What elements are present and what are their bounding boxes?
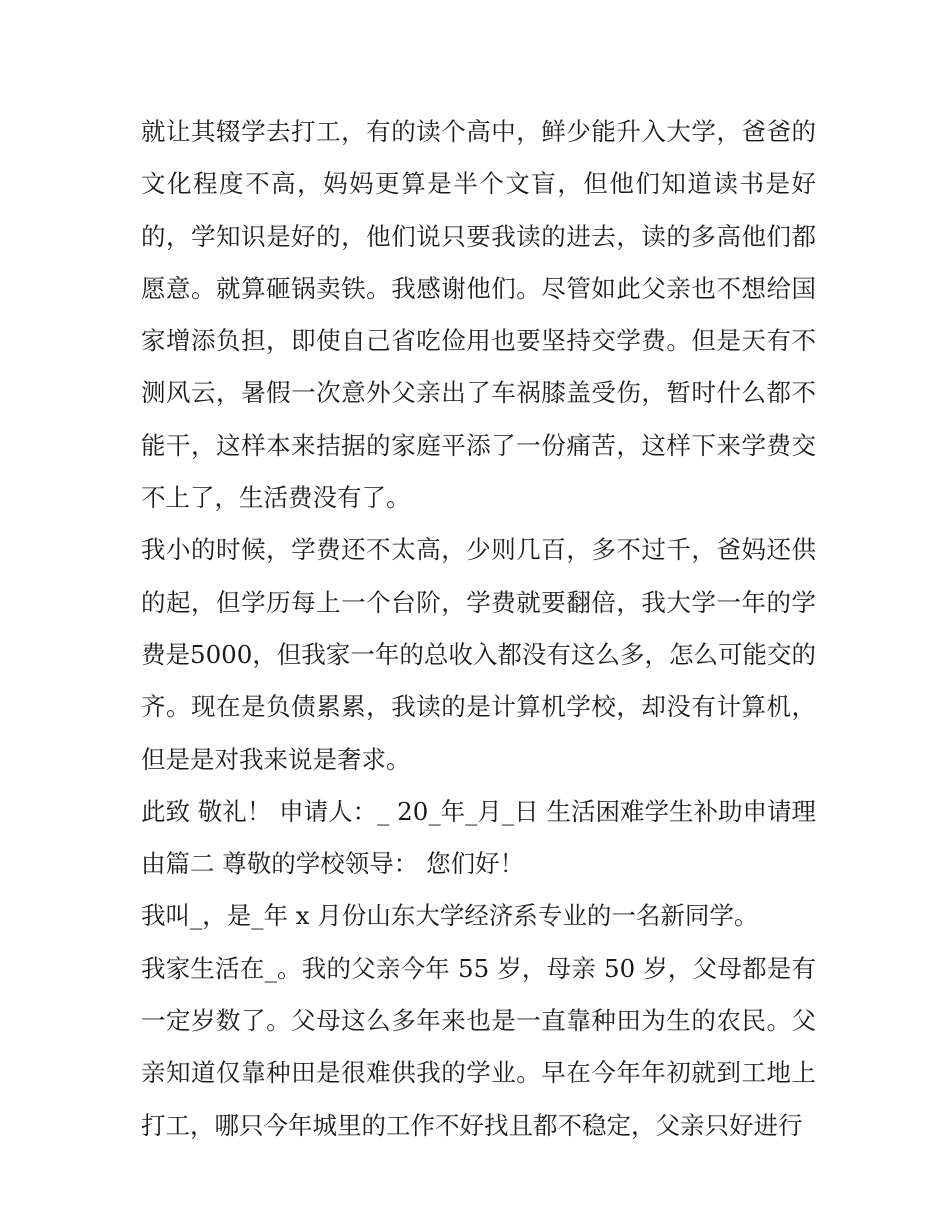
document-body <box>141 106 816 1152</box>
paragraph-tuition-burden: 我小的时候，学费还不太高，少则几百，多不过千，爸妈还供的起，但学历每上一个台阶，学费就要翻倍，我大学一年的学费是5000，但我家一年的总收入都没有这么多，怎么可能交的齐。现在是负债累累，我读的是计算机学校，却没有计算机，但是是对我来说是奢求。 <box>141 535 816 774</box>
paragraph-family-situation: 我家生活在_。我的父亲今年 55 岁，母亲 50 岁，父母都是有一定岁数了。父母这么多年来也是一直靠种田为生的农民。父亲知道仅靠种田是很难供我的学业。早在今年年初就到工地上打工，哪只今年城里的工作不好找且都不稳定，父亲只好进行 <box>141 953 816 1140</box>
paragraph-self-introduction: 我叫_，是_年 x 月份山东大学经济系专业的一名新同学。 <box>141 901 759 931</box>
paragraph-dropout-and-hardship: 就让其辍学去打工，有的读个高中，鲜少能升入大学，爸爸的文化程度不高，妈妈更算是半个文盲，但他们知道读书是好的，学知识是好的，他们说只要我读的进去，读的多高他们都愿意。就算砸锅卖铁。我感谢他们。尽管如此父亲也不想给国家增添负担，即使自己省吃俭用也要坚持交学费。但是天有不测风云，暑假一次意外父亲出了车祸膝盖受伤，暂时什么都不能干，这样本来拮据的家庭平添了一份痛苦，这样下来学费交不上了，生活费没有了。 <box>141 117 816 513</box>
paragraph-closing-and-new-letter: 此致 敬礼！ 申请人：_ 20_年_月_日 生活困难学生补助申请理由篇二 尊敬的学校领导： 您们好！ <box>141 796 816 879</box>
